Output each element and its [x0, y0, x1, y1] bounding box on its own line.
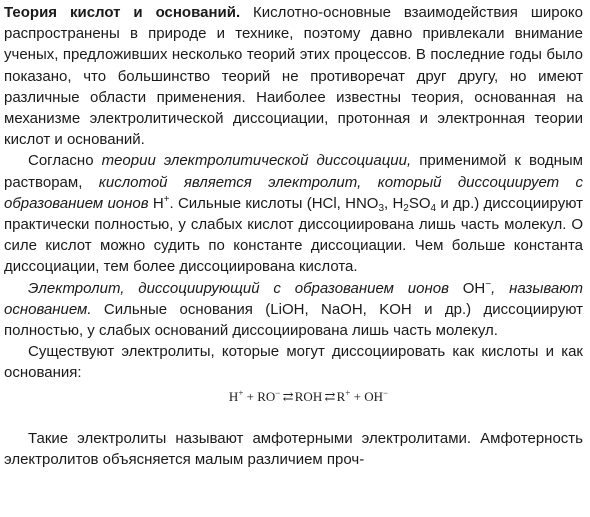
equilibrium-arrow-icon: ⇄ — [322, 388, 337, 404]
section-heading: Теория кислот и оснований. — [4, 4, 241, 21]
base-definition-text: Электролит, диссоциирующий с образованием ионов — [28, 279, 449, 297]
paragraph-amphoteric-intro: Существуют электролиты, которые могут диссоциировать как кислоты и как основания: — [4, 343, 583, 382]
intro-text: Кислотно-основные взаимодействия широко распространены в природе и технике, поэтому давно привлекали внимание ученых, предложивших несколько теорий этих процессов. В последние годы было показано, что большинство теорий не противоречат друг другу, но имеют различные области применения. Наиболее известны теория, основанная на механизме электролитической диссоциации, протонная и электронная теории кислот и оснований. — [4, 4, 583, 149]
term-electrolytic-dissociation: теории электролитической диссоциации, — [101, 152, 412, 170]
paragraph-acid-definition: Согласно теории электролитической диссоциации, применимой к водным растворам, кислотой является электролит, который диссоциирует с образованием ионов H+. Сильные кислоты (HCl, $HNO_3$, $H_2SO_4$ и др.) диссоциируют практически полностью, у слабых кислот диссоциирована лишь часть молекул. О силе кислот можно судить по константе диссоциации. Чем больше константа диссоциации, тем более диссоциирована кислота. — [4, 152, 584, 276]
paragraph-theory-intro — [4, 2, 583, 150]
acid-definition-text: кислотой является электролит, который диссоциирует с образованием ионов — [4, 173, 584, 212]
equilibrium-arrow-icon: ⇄ — [280, 388, 295, 404]
paragraph-base-definition: Электролит, диссоциирующий с образованием ионов OH−, называют основанием. Сильные основания (LiOH, NaOH, KOH и др.) диссоциируют полностью, у слабых оснований диссоциирована лишь часть молекул. — [4, 278, 583, 340]
dissociation-equation: H+ + RO− ⇄ ROH ⇄ R+ + OH− — [228, 387, 389, 404]
paragraph-amphoteric-electrolytes: Такие электролиты называют амфотерными электролитами. Амфотерность электролитов объясняется малым различием проч- — [4, 429, 583, 468]
